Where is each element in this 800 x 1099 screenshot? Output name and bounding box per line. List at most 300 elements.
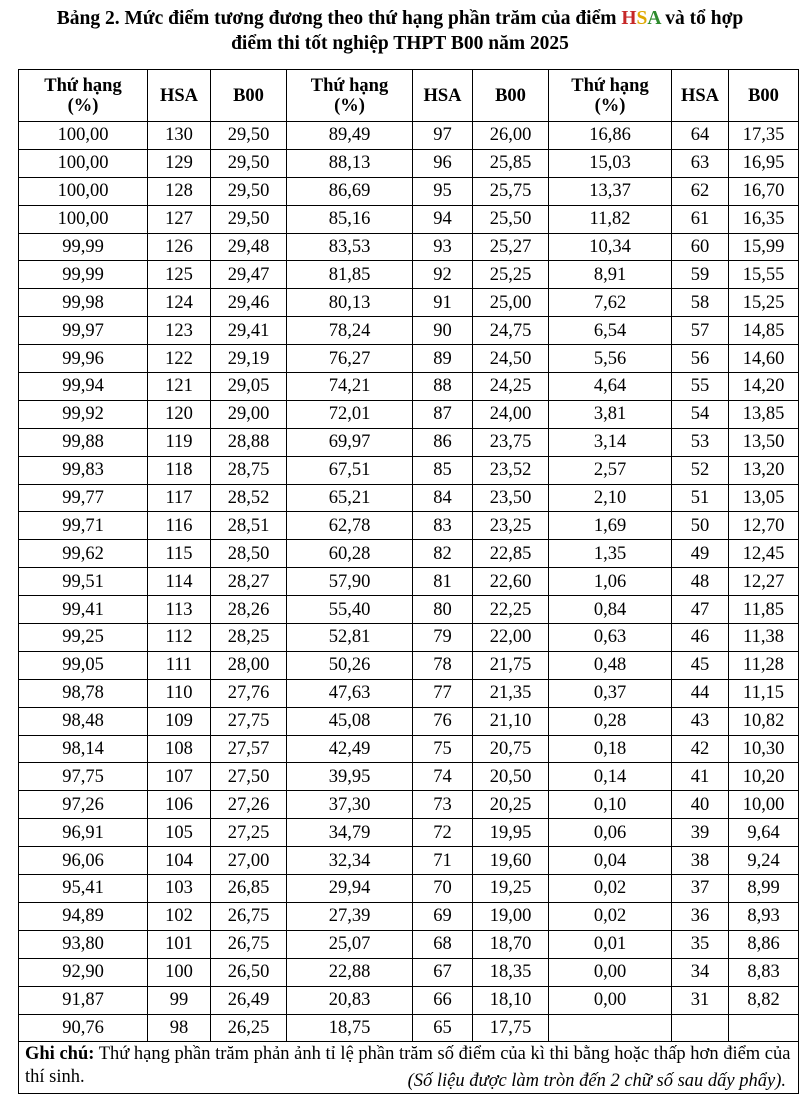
table-cell: 43 (672, 707, 729, 735)
table-cell: 14,20 (729, 373, 799, 401)
table-cell: 83,53 (287, 233, 413, 261)
header-hsa: HSA (672, 70, 729, 122)
table-cell: 29,19 (211, 345, 287, 373)
table-cell: 27,26 (211, 791, 287, 819)
title-suffix: và tổ hợp (660, 8, 744, 29)
table-cell: 85 (413, 456, 473, 484)
table-cell: 26,75 (211, 930, 287, 958)
table-row (19, 763, 799, 791)
table-cell: 0,10 (549, 791, 672, 819)
table-cell: 80,13 (287, 289, 413, 317)
table-cell: 76,27 (287, 345, 413, 373)
table-cell: 15,03 (549, 149, 672, 177)
table-cell: 57,90 (287, 568, 413, 596)
table-row (19, 149, 799, 177)
table-row (19, 624, 799, 652)
table-cell: 110 (148, 679, 211, 707)
table-cell: 9,24 (729, 847, 799, 875)
table-cell: 99 (148, 986, 211, 1014)
table-cell: 100 (148, 958, 211, 986)
table-cell: 29,50 (211, 177, 287, 205)
table-cell: 29,50 (211, 149, 287, 177)
table-body (19, 122, 799, 1042)
table-cell: 16,95 (729, 149, 799, 177)
table-cell: 12,45 (729, 540, 799, 568)
header-b00: B00 (211, 70, 287, 122)
table-cell: 91 (413, 289, 473, 317)
table-cell: 24,50 (473, 345, 549, 373)
table-cell: 87 (413, 400, 473, 428)
table-cell: 88,13 (287, 149, 413, 177)
table-cell: 100,00 (19, 122, 148, 150)
table-cell: 13,85 (729, 400, 799, 428)
table-cell: 60,28 (287, 540, 413, 568)
table-cell: 112 (148, 624, 211, 652)
table-cell: 22,25 (473, 596, 549, 624)
table-row (19, 484, 799, 512)
table-cell: 50,26 (287, 651, 413, 679)
table-cell: 8,82 (729, 986, 799, 1014)
table-cell: 0,63 (549, 624, 672, 652)
table-cell: 10,20 (729, 763, 799, 791)
table-cell: 20,83 (287, 986, 413, 1014)
table-cell: 92 (413, 261, 473, 289)
hsa-letter-h: H (621, 8, 637, 29)
table-cell: 37,30 (287, 791, 413, 819)
table-cell: 99,25 (19, 624, 148, 652)
table-cell: 88 (413, 373, 473, 401)
header-hsa: HSA (413, 70, 473, 122)
table-cell: 21,35 (473, 679, 549, 707)
table-cell: 72,01 (287, 400, 413, 428)
header-rank: Thứ hạng (%) (549, 70, 672, 122)
header-hsa: HSA (148, 70, 211, 122)
table-cell: 38 (672, 847, 729, 875)
table-cell: 99,92 (19, 400, 148, 428)
table-row (19, 512, 799, 540)
table-cell: 23,50 (473, 484, 549, 512)
table-cell: 71 (413, 847, 473, 875)
table-cell: 90,76 (19, 1014, 148, 1042)
table-row (19, 233, 799, 261)
table-cell: 83 (413, 512, 473, 540)
table-cell: 18,10 (473, 986, 549, 1014)
table-cell: 100,00 (19, 205, 148, 233)
table-cell: 55,40 (287, 596, 413, 624)
table-cell: 100,00 (19, 149, 148, 177)
table-cell: 99,94 (19, 373, 148, 401)
table-cell: 35 (672, 930, 729, 958)
table-cell (672, 1014, 729, 1042)
table-cell: 13,20 (729, 456, 799, 484)
table-cell: 31 (672, 986, 729, 1014)
table-cell: 37 (672, 875, 729, 903)
table-cell: 52,81 (287, 624, 413, 652)
table-row (19, 707, 799, 735)
table-cell: 97,75 (19, 763, 148, 791)
table-cell: 49 (672, 540, 729, 568)
score-equivalence-table (18, 69, 799, 1094)
table-cell: 44 (672, 679, 729, 707)
table-cell: 39 (672, 819, 729, 847)
table-cell: 96 (413, 149, 473, 177)
table-cell: 99,71 (19, 512, 148, 540)
table-cell: 28,26 (211, 596, 287, 624)
table-cell: 28,88 (211, 428, 287, 456)
table-cell: 59 (672, 261, 729, 289)
table-cell: 28,27 (211, 568, 287, 596)
table-cell: 25,85 (473, 149, 549, 177)
table-cell: 89,49 (287, 122, 413, 150)
header-rank: Thứ hạng (%) (19, 70, 148, 122)
table-cell: 65,21 (287, 484, 413, 512)
table-cell: 81,85 (287, 261, 413, 289)
table-cell: 13,37 (549, 177, 672, 205)
table-cell: 28,00 (211, 651, 287, 679)
table-cell: 99,99 (19, 233, 148, 261)
table-cell: 0,00 (549, 958, 672, 986)
table-cell: 39,95 (287, 763, 413, 791)
table-row (19, 568, 799, 596)
table-cell: 125 (148, 261, 211, 289)
table-cell: 99,83 (19, 456, 148, 484)
table-row (19, 540, 799, 568)
table-cell: 130 (148, 122, 211, 150)
table-cell: 111 (148, 651, 211, 679)
table-cell: 24,75 (473, 317, 549, 345)
table-cell: 78 (413, 651, 473, 679)
table-cell: 36 (672, 902, 729, 930)
table-cell: 102 (148, 902, 211, 930)
table-cell: 2,10 (549, 484, 672, 512)
table-cell: 120 (148, 400, 211, 428)
table-row (19, 317, 799, 345)
table-cell: 17,75 (473, 1014, 549, 1042)
table-row (19, 400, 799, 428)
table-cell (549, 1014, 672, 1042)
table-cell: 14,60 (729, 345, 799, 373)
table-cell: 34,79 (287, 819, 413, 847)
table-cell: 29,50 (211, 122, 287, 150)
table-cell: 26,50 (211, 958, 287, 986)
table-cell: 27,39 (287, 902, 413, 930)
table-cell: 98,78 (19, 679, 148, 707)
table-cell: 20,25 (473, 791, 549, 819)
table-cell: 0,02 (549, 875, 672, 903)
table-row (19, 958, 799, 986)
table-cell: 107 (148, 763, 211, 791)
table-cell: 0,28 (549, 707, 672, 735)
table-cell: 62,78 (287, 512, 413, 540)
table-row (19, 456, 799, 484)
table-cell: 26,25 (211, 1014, 287, 1042)
table-cell (729, 1014, 799, 1042)
table-cell: 11,15 (729, 679, 799, 707)
table-cell: 56 (672, 345, 729, 373)
table-cell: 67 (413, 958, 473, 986)
table-cell: 50 (672, 512, 729, 540)
table-cell: 29,47 (211, 261, 287, 289)
table-cell: 2,57 (549, 456, 672, 484)
header-b00: B00 (473, 70, 549, 122)
table-cell: 99,96 (19, 345, 148, 373)
table-cell: 126 (148, 233, 211, 261)
table-cell: 18,75 (287, 1014, 413, 1042)
table-cell: 86,69 (287, 177, 413, 205)
table-cell: 7,62 (549, 289, 672, 317)
table-cell: 99,41 (19, 596, 148, 624)
table-cell: 0,04 (549, 847, 672, 875)
table-row (19, 847, 799, 875)
table-cell: 25,25 (473, 261, 549, 289)
table-cell: 25,00 (473, 289, 549, 317)
table-cell: 11,38 (729, 624, 799, 652)
table-cell: 22,85 (473, 540, 549, 568)
table-cell: 23,75 (473, 428, 549, 456)
note-label: Ghi chú: (25, 1044, 95, 1065)
table-cell: 97,26 (19, 791, 148, 819)
table-title (0, 6, 800, 56)
table-cell: 45 (672, 651, 729, 679)
table-cell: 75 (413, 735, 473, 763)
table-cell: 8,99 (729, 875, 799, 903)
table-cell: 63 (672, 149, 729, 177)
table-cell: 85,16 (287, 205, 413, 233)
table-cell: 60 (672, 233, 729, 261)
table-cell: 16,86 (549, 122, 672, 150)
table-cell: 1,69 (549, 512, 672, 540)
table-cell: 15,99 (729, 233, 799, 261)
table-cell: 70 (413, 875, 473, 903)
table-row (19, 428, 799, 456)
table-cell: 61 (672, 205, 729, 233)
table-cell: 116 (148, 512, 211, 540)
table-cell: 106 (148, 791, 211, 819)
table-cell: 1,35 (549, 540, 672, 568)
table-cell: 101 (148, 930, 211, 958)
table-cell: 55 (672, 373, 729, 401)
table-row (19, 177, 799, 205)
table-cell: 21,10 (473, 707, 549, 735)
table-row (19, 1014, 799, 1042)
table-cell: 99,62 (19, 540, 148, 568)
table-cell: 127 (148, 205, 211, 233)
table-row (19, 791, 799, 819)
table-cell: 18,70 (473, 930, 549, 958)
table-cell: 28,50 (211, 540, 287, 568)
table-row (19, 930, 799, 958)
table-cell: 46 (672, 624, 729, 652)
table-cell: 29,50 (211, 205, 287, 233)
note-text: Thứ hạng phần trăm phản ảnh tỉ lệ phần trăm số điểm của kì thi bằng hoặc thấp hơn điểm của thí sinh. (25, 1044, 791, 1088)
table-cell: 115 (148, 540, 211, 568)
table-cell: 32,34 (287, 847, 413, 875)
table-cell: 24,00 (473, 400, 549, 428)
table-cell: 98,48 (19, 707, 148, 735)
table-cell: 12,27 (729, 568, 799, 596)
table-cell: 0,18 (549, 735, 672, 763)
table-cell: 98 (148, 1014, 211, 1042)
table-cell: 0,01 (549, 930, 672, 958)
table-row (19, 345, 799, 373)
table-cell: 34 (672, 958, 729, 986)
table-cell: 25,07 (287, 930, 413, 958)
table-cell: 19,60 (473, 847, 549, 875)
table-cell: 22,88 (287, 958, 413, 986)
table-cell: 40 (672, 791, 729, 819)
table-cell: 27,25 (211, 819, 287, 847)
table-cell: 57 (672, 317, 729, 345)
table-cell: 129 (148, 149, 211, 177)
table-cell: 48 (672, 568, 729, 596)
table-cell: 3,14 (549, 428, 672, 456)
table-cell: 45,08 (287, 707, 413, 735)
title-line-1 (0, 6, 800, 31)
table-cell: 69 (413, 902, 473, 930)
table-cell: 114 (148, 568, 211, 596)
table-cell: 90 (413, 317, 473, 345)
table-cell: 78,24 (287, 317, 413, 345)
hsa-letter-s: S (636, 8, 648, 29)
hsa-letter-a: A (647, 8, 661, 29)
table-row (19, 819, 799, 847)
table-cell: 76 (413, 707, 473, 735)
table-cell: 118 (148, 456, 211, 484)
table-cell: 8,86 (729, 930, 799, 958)
table-cell: 99,77 (19, 484, 148, 512)
table-cell: 96,91 (19, 819, 148, 847)
table-cell: 80 (413, 596, 473, 624)
table-cell: 64 (672, 122, 729, 150)
table-cell: 23,52 (473, 456, 549, 484)
table-cell: 17,35 (729, 122, 799, 150)
table-cell: 15,55 (729, 261, 799, 289)
table-cell: 8,83 (729, 958, 799, 986)
table-cell: 18,35 (473, 958, 549, 986)
table-cell: 12,70 (729, 512, 799, 540)
table-cell: 93,80 (19, 930, 148, 958)
table-cell: 20,50 (473, 763, 549, 791)
table-cell: 24,25 (473, 373, 549, 401)
table-cell: 117 (148, 484, 211, 512)
table-cell: 29,94 (287, 875, 413, 903)
table-cell: 68 (413, 930, 473, 958)
table-row (19, 205, 799, 233)
header-row (19, 70, 799, 122)
table-cell: 73 (413, 791, 473, 819)
table-cell: 113 (148, 596, 211, 624)
title-line-2: điểm thi tốt nghiệp THPT B00 năm 2025 (231, 33, 569, 54)
table-cell: 26,75 (211, 902, 287, 930)
table-cell: 19,25 (473, 875, 549, 903)
table-cell: 42,49 (287, 735, 413, 763)
table-cell: 29,46 (211, 289, 287, 317)
table-cell: 51 (672, 484, 729, 512)
table-cell: 93 (413, 233, 473, 261)
table-cell: 25,50 (473, 205, 549, 233)
table-cell: 99,98 (19, 289, 148, 317)
table-cell: 128 (148, 177, 211, 205)
table-cell: 108 (148, 735, 211, 763)
table-cell: 0,37 (549, 679, 672, 707)
table-cell: 27,76 (211, 679, 287, 707)
table-cell: 96,06 (19, 847, 148, 875)
table-cell: 15,25 (729, 289, 799, 317)
table-cell: 98,14 (19, 735, 148, 763)
table-cell: 109 (148, 707, 211, 735)
table-cell: 92,90 (19, 958, 148, 986)
table-row (19, 875, 799, 903)
table-cell: 65 (413, 1014, 473, 1042)
table-row (19, 735, 799, 763)
table-cell: 52 (672, 456, 729, 484)
table-cell: 22,00 (473, 624, 549, 652)
table-cell: 41 (672, 763, 729, 791)
table-cell: 0,00 (549, 986, 672, 1014)
table-cell: 77 (413, 679, 473, 707)
table-cell: 89 (413, 345, 473, 373)
table-cell: 11,28 (729, 651, 799, 679)
table-cell: 6,54 (549, 317, 672, 345)
table-cell: 14,85 (729, 317, 799, 345)
table-cell: 105 (148, 819, 211, 847)
table-cell: 54 (672, 400, 729, 428)
table-cell: 82 (413, 540, 473, 568)
table-cell: 28,51 (211, 512, 287, 540)
table-cell: 99,88 (19, 428, 148, 456)
table-cell: 10,30 (729, 735, 799, 763)
table-cell: 0,02 (549, 902, 672, 930)
table-cell: 47 (672, 596, 729, 624)
table-cell: 8,91 (549, 261, 672, 289)
table-cell: 94,89 (19, 902, 148, 930)
table-cell: 1,06 (549, 568, 672, 596)
table-cell: 25,27 (473, 233, 549, 261)
table-cell: 103 (148, 875, 211, 903)
table-row (19, 261, 799, 289)
table-cell: 27,57 (211, 735, 287, 763)
table-cell: 19,00 (473, 902, 549, 930)
table-cell: 58 (672, 289, 729, 317)
table-cell: 69,97 (287, 428, 413, 456)
rounding-footnote: (Số liệu được làm tròn đến 2 chữ số sau dấy phẩy). (407, 1071, 786, 1091)
table-cell: 67,51 (287, 456, 413, 484)
table-cell: 26,85 (211, 875, 287, 903)
table-cell: 94 (413, 205, 473, 233)
table-cell: 10,00 (729, 791, 799, 819)
table-cell: 13,05 (729, 484, 799, 512)
table-cell: 10,82 (729, 707, 799, 735)
table-cell: 0,48 (549, 651, 672, 679)
table-cell: 74 (413, 763, 473, 791)
table-cell: 13,50 (729, 428, 799, 456)
table-cell: 62 (672, 177, 729, 205)
table-cell: 27,75 (211, 707, 287, 735)
table-cell: 104 (148, 847, 211, 875)
table-row (19, 596, 799, 624)
table-cell: 47,63 (287, 679, 413, 707)
table-cell: 66 (413, 986, 473, 1014)
table-cell: 25,75 (473, 177, 549, 205)
table-cell: 29,41 (211, 317, 287, 345)
table-cell: 99,51 (19, 568, 148, 596)
table-cell: 26,49 (211, 986, 287, 1014)
table-cell: 23,25 (473, 512, 549, 540)
table-row (19, 122, 799, 150)
table-cell: 74,21 (287, 373, 413, 401)
table-cell: 20,75 (473, 735, 549, 763)
header-b00: B00 (729, 70, 799, 122)
